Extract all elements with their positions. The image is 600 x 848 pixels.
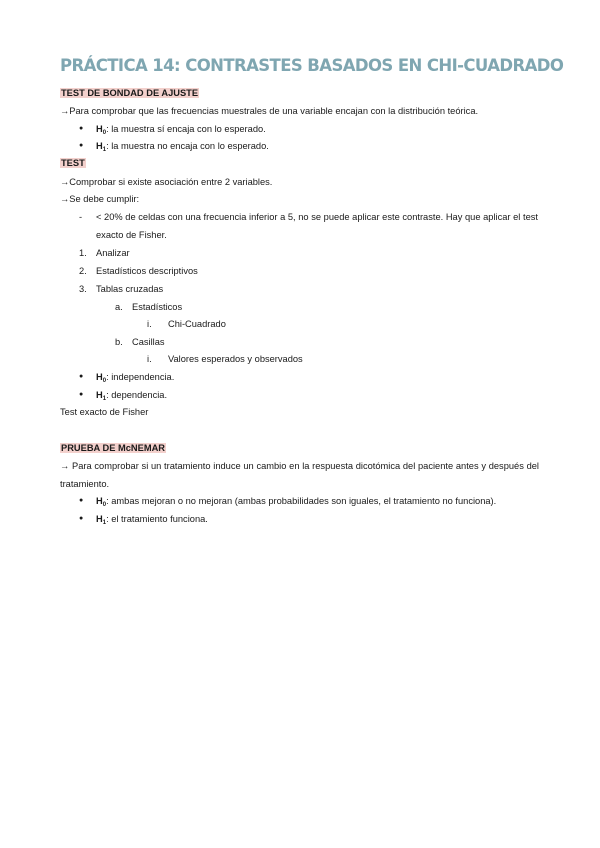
bullet-icon: ● [79, 391, 84, 398]
step-marker: 2. [79, 266, 87, 276]
subsubstep-marker: i. [147, 354, 152, 364]
section-heading-mcnemar: PRUEBA DE McNEMAR [61, 443, 165, 453]
step-item: Analizar [96, 248, 130, 258]
section2-h1: $H_1$: dependencia. [96, 390, 168, 402]
bullet-icon: ● [79, 497, 84, 504]
bullet-icon: ● [79, 373, 84, 380]
section3-intro: → Para comprobar si un tratamiento induce un cambio en la respuesta dicotómica del paciente antes y después del tratamiento. [60, 461, 539, 489]
subsubstep-item: Valores esperados y observados [168, 354, 303, 364]
section1-h1: $H_1$: la muestra no encaja con lo esperado. [96, 141, 269, 153]
section2-h0: $H_0$: independencia. [96, 372, 175, 384]
section2-requirement: < 20% de celdas con una frecuencia inferior a 5, no se puede aplicar este contraste. Hay que aplicar el test exacto de Fisher. [96, 212, 538, 240]
bullet-icon: ● [79, 142, 84, 149]
section3-h0: $H_0$: ambas mejoran o no mejoran (ambas probabilidades son iguales, el tratamiento no funciona). [96, 496, 497, 508]
substep-marker: b. [115, 337, 123, 347]
subsubstep-marker: i. [147, 319, 152, 329]
fisher-note: Test exacto de Fisher [60, 407, 149, 417]
section-heading-bondad: TEST DE BONDAD DE AJUSTE [61, 88, 199, 98]
step-marker: 3. [79, 284, 87, 294]
section-heading-test: TEST [61, 158, 85, 168]
step-item: Tablas cruzadas [96, 284, 164, 294]
subsubstep-item: Chi-Cuadrado [168, 319, 226, 329]
page-title: PRÁCTICA 14: CONTRASTES BASADOS EN CHI-CUADRADO [60, 56, 564, 75]
section1-intro: →Para comprobar que las frecuencias muestrales de una variable encajan con la distribución teórica. [60, 106, 479, 116]
step-marker: 1. [79, 248, 87, 258]
step-item: Estadísticos descriptivos [96, 266, 198, 276]
bullet-icon: ● [79, 125, 84, 132]
substep-item: Casillas [132, 337, 165, 347]
section3-h1: $H_1$: el tratamiento funciona. [96, 514, 208, 526]
substep-marker: a. [115, 302, 123, 312]
section1-h0: $H_0$: la muestra sí encaja con lo esperado. [96, 124, 266, 136]
bullet-icon: ● [79, 515, 84, 522]
substep-item: Estadísticos [132, 302, 183, 312]
dash-marker: - [79, 212, 83, 222]
section2-requirement-intro: →Se debe cumplir: [60, 194, 140, 204]
section2-intro: →Comprobar si existe asociación entre 2 variables. [60, 177, 273, 187]
